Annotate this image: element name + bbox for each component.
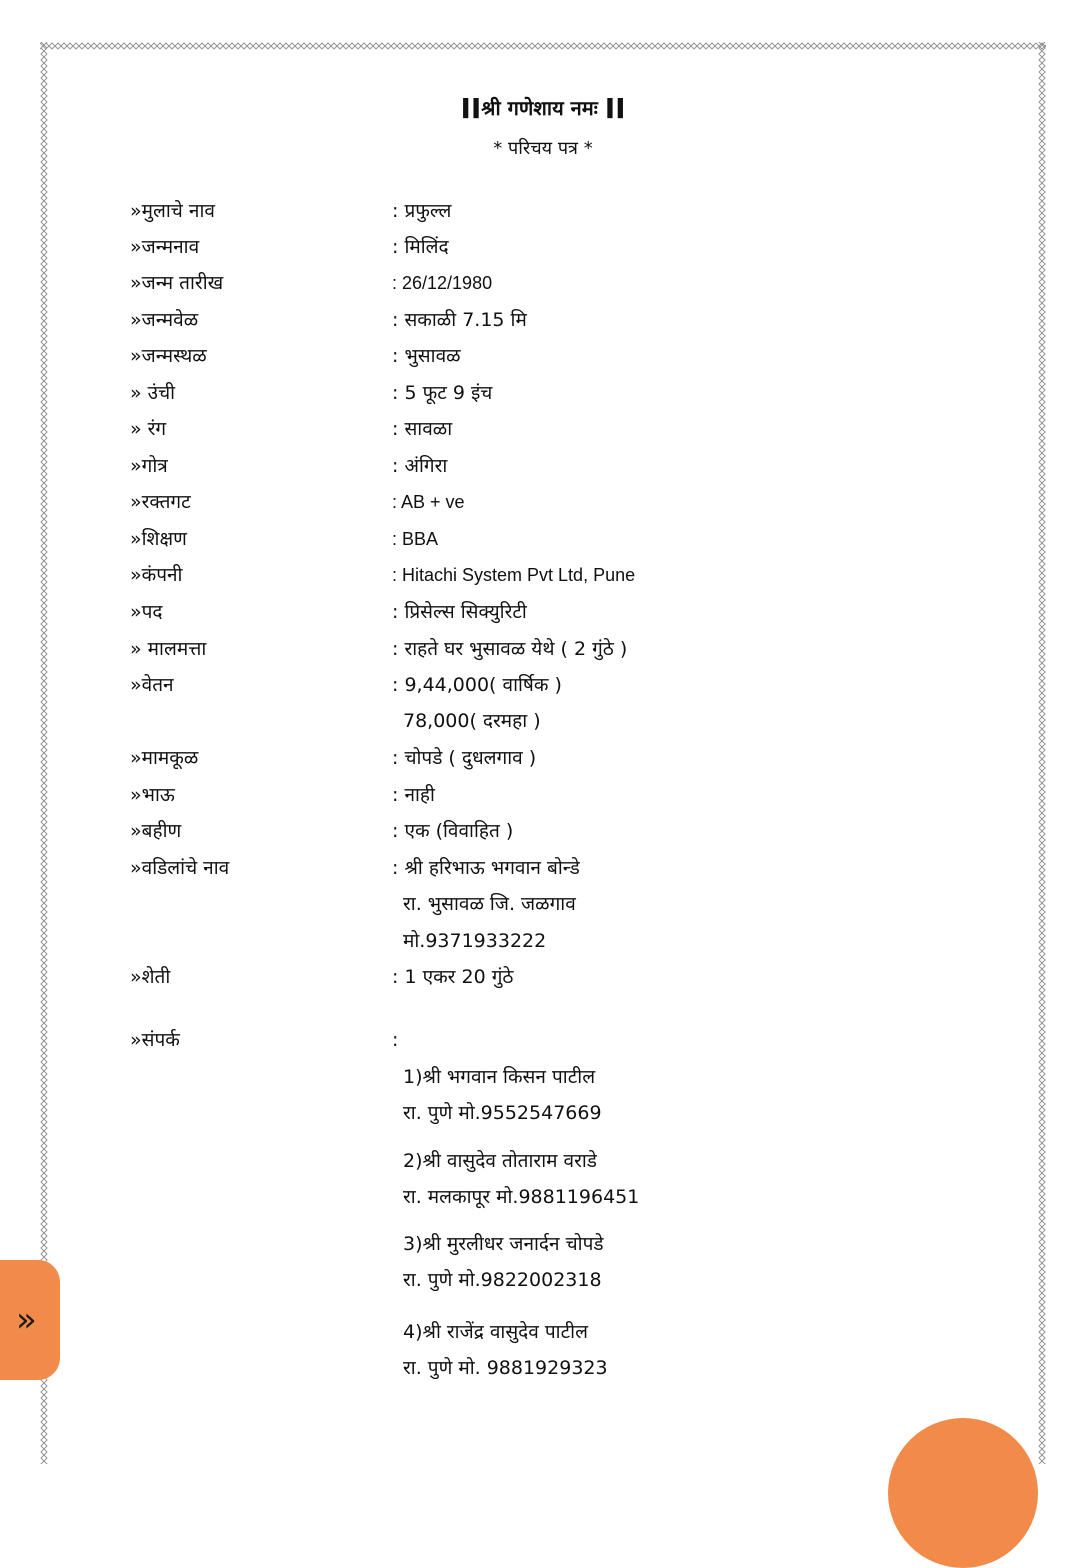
field-value: : BBA (392, 529, 439, 549)
invocation-bars-right: II (604, 92, 626, 125)
field-label: »कंपनी (130, 564, 183, 586)
double-chevron-right-icon: » (16, 1300, 37, 1340)
contact-detail: रा. पुणे मो. 9881929323 (403, 1357, 608, 1379)
field-label: »पद (130, 601, 163, 623)
contact-colon: : (392, 1029, 399, 1051)
field-label: »रक्तगट (130, 491, 191, 513)
decorative-border-top (40, 42, 1046, 50)
field-label: »शिक्षण (130, 528, 187, 550)
field-value: : AB + ve (392, 492, 465, 512)
contact-name: 1)श्री भगवान किसन पाटील (403, 1066, 596, 1088)
field-value: : भुसावळ (392, 345, 461, 367)
contact-name: 4)श्री राजेंद्र वासुदेव पाटील (403, 1321, 588, 1343)
page-number-badge (888, 1418, 1038, 1568)
field-label: »गोत्र (130, 455, 168, 477)
field-value: : 9,44,000( वार्षिक ) (392, 674, 562, 696)
field-value: : श्री हरिभाऊ भगवान बोन्डे (392, 857, 580, 879)
field-label: »शेती (130, 966, 171, 988)
field-label: » रंग (130, 418, 167, 440)
field-value: : Hitachi System Pvt Ltd, Pune (392, 565, 636, 585)
field-label: »बहीण (130, 820, 182, 842)
field-value: : 26/12/1980 (392, 273, 493, 293)
field-value: : नाही (392, 784, 435, 806)
field-value: : एक (विवाहित ) (392, 820, 514, 842)
field-label: »जन्मस्थळ (130, 345, 207, 367)
field-label: »भाऊ (130, 784, 175, 806)
invocation-text: श्री गणेशाय नमः (481, 96, 598, 120)
field-value: : 5 फूट 9 इंच (392, 382, 493, 404)
field-value: : 1 एकर 20 गुंठे (392, 966, 514, 988)
field-label: »वडिलांचे नाव (130, 857, 230, 879)
next-page-button[interactable] (0, 1260, 60, 1380)
field-label: »जन्मवेळ (130, 309, 199, 331)
field-value: मो.9371933222 (403, 930, 547, 952)
field-label: »जन्म तारीख (130, 272, 224, 294)
field-label: »जन्मनाव (130, 236, 200, 258)
field-value: : सकाळी 7.15 मि (392, 309, 527, 331)
document-subtitle: * परिचय पत्र * (493, 138, 593, 159)
field-value: : चोपडे ( दुधलगाव ) (392, 747, 537, 769)
contact-detail: रा. पुणे मो.9552547669 (403, 1102, 602, 1124)
field-label: »मामकूळ (130, 747, 199, 769)
field-value: 78,000( दरमहा ) (403, 710, 541, 732)
field-label: » उंची (130, 382, 176, 404)
decorative-border-left (40, 42, 48, 1464)
field-label: »वेतन (130, 674, 174, 696)
field-value: : मिलिंद (392, 236, 449, 258)
contact-name: 2)श्री वासुदेव तोताराम वराडे (403, 1150, 597, 1172)
field-label: »मुलाचे नाव (130, 200, 215, 222)
invocation-bars-left: II (460, 92, 482, 125)
contact-detail: रा. पुणे मो.9822002318 (403, 1269, 602, 1291)
field-value: : प्रफुल्ल (392, 200, 452, 222)
contact-name: 3)श्री मुरलीधर जनार्दन चोपडे (403, 1233, 604, 1255)
field-value: : अंगिरा (392, 455, 448, 477)
field-value: : सावळा (392, 418, 453, 440)
field-value: : प्रिसेल्स सिक्युरिटी (392, 601, 527, 623)
contact-detail: रा. मलकापूर मो.9881196451 (403, 1186, 640, 1208)
decorative-border-right (1038, 42, 1046, 1464)
contact-label: »संपर्क (130, 1029, 180, 1051)
field-value: रा. भुसावळ जि. जळगाव (403, 893, 576, 915)
invocation-heading (0, 92, 1080, 125)
field-label: » मालमत्ता (130, 638, 207, 660)
field-value: : राहते घर भुसावळ येथे ( 2 गुंठे ) (392, 638, 628, 660)
